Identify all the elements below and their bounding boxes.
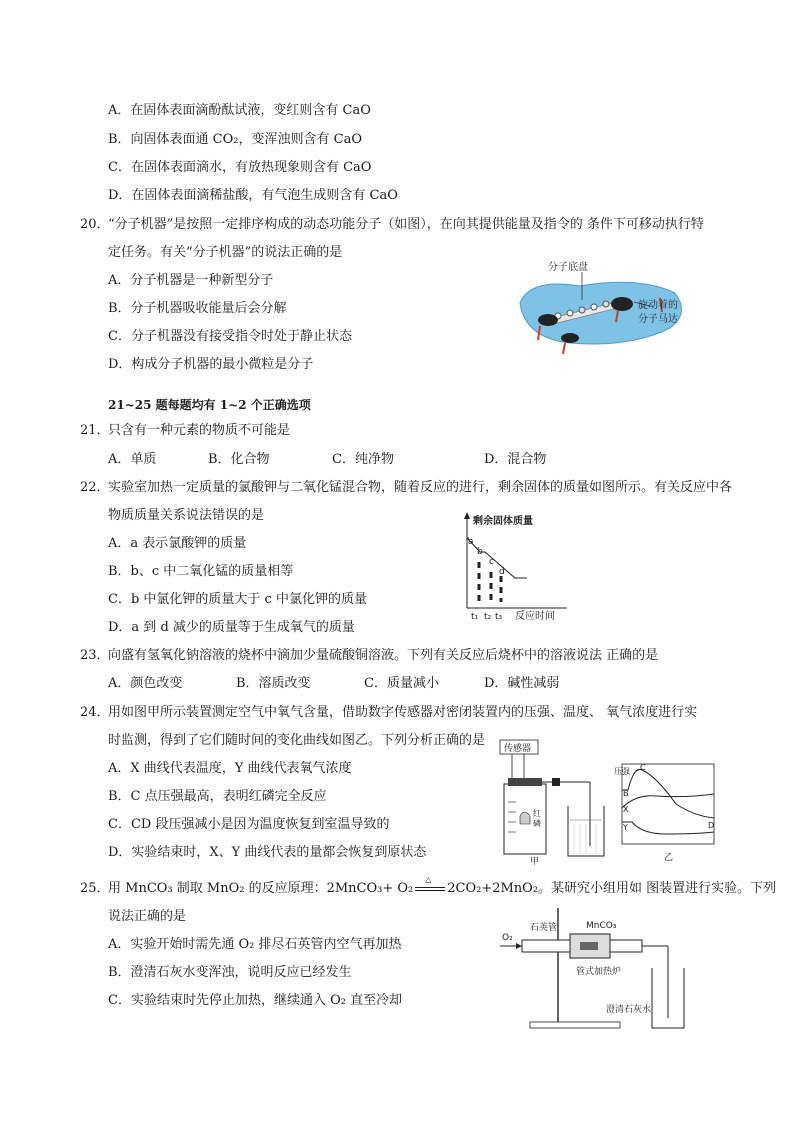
q24-sensor-label: 传感器 bbox=[504, 744, 532, 754]
q25-label-mnco3: MnCO₃ bbox=[586, 921, 617, 931]
molecular-machine-figure bbox=[510, 258, 700, 358]
q24-caption-jia: 甲 bbox=[530, 857, 540, 867]
q24-curve-label-c: C bbox=[640, 763, 646, 772]
q22-ylabel: 剩余固体质量 bbox=[473, 516, 533, 527]
q23-option-b: B．溶质改变 bbox=[236, 676, 311, 691]
q23-option-d: D．碱性减弱 bbox=[484, 676, 560, 691]
q24-curve-label-y: Y bbox=[623, 823, 628, 832]
q25-label-tube: 石英管 bbox=[530, 923, 558, 933]
q21-option-b: B．化合物 bbox=[208, 452, 270, 467]
q25-number: 25． bbox=[80, 881, 110, 896]
q24-caption-yi: 乙 bbox=[664, 853, 674, 863]
q25-option-c: C．实验结束时先停止加热，继续通入 O₂ 直至冷却 bbox=[108, 993, 403, 1008]
q25-equation-left: 用 MnCO₃ 制取 MnO₂ 的反应原理：2MnCO₃+ O₂ bbox=[108, 881, 414, 896]
q22-tick-t2: t₂ bbox=[484, 612, 492, 622]
q25-option-a: A．实验开始时需先通 O₂ 排尽石英管内空气再加热 bbox=[108, 937, 402, 952]
q19-option-a: A．在固体表面滴酚酞试液，变红则含有 CaO bbox=[108, 103, 371, 118]
q20-option-d: D．构成分子机器的最小微粒是分子 bbox=[108, 357, 314, 372]
q22-tick-t3: t₃ bbox=[495, 612, 503, 622]
q24-stem-line2: 时监测，得到了它们随时间的变化曲线如图乙。下列分析正确的是 bbox=[108, 733, 486, 748]
q24-curve-label-x: X bbox=[623, 805, 629, 814]
q24-graph-ylabel: 压强 bbox=[614, 767, 630, 776]
q21-option-d: D．混合物 bbox=[484, 452, 547, 467]
q22-tick-t1: t₁ bbox=[471, 612, 479, 622]
q24-phosphorus-label-2: 磷 bbox=[533, 819, 541, 828]
q22-number: 22． bbox=[80, 480, 110, 495]
q24-option-d: D．实验结束时，X、Y 曲线代表的量都会恢复到原状态 bbox=[108, 845, 427, 860]
q25-label-o2: O₂ bbox=[502, 933, 513, 943]
q24-number: 24． bbox=[80, 705, 110, 720]
section-note: 21~25 题每题均有 1~2 个正确选项 bbox=[108, 398, 311, 412]
q20-stem-line2: 定任务。有关“分子机器”的说法正确的是 bbox=[108, 245, 343, 260]
q21-stem: 只含有一种元素的物质不可能是 bbox=[108, 423, 291, 438]
q20-option-c: C．分子机器没有接受指令时处于静止状态 bbox=[108, 329, 352, 344]
q22-stem-line1: 实验室加热一定质量的氯酸钾与二氧化锰混合物，随着反应的进行，剩余固体的质量如图所示。有关反应中各 bbox=[108, 480, 733, 495]
q24-curve-label-d: D bbox=[708, 821, 715, 830]
q25-stem-line2: 说法正确的是 bbox=[108, 909, 187, 924]
q20-option-a: A．分子机器是一种新型分子 bbox=[108, 273, 274, 288]
q24-stem-line1: 用如图甲所示装置测定空气中氧气含量，借助数字传感器对密闭装置内的压强、温度、 氧气浓度进行实 bbox=[108, 705, 698, 720]
q22-mass-time-graph bbox=[455, 510, 575, 620]
q24-curve-label-b: B bbox=[623, 789, 629, 798]
q24-option-c: C．CD 段压强减小是因为温度恢复到室温导致的 bbox=[108, 817, 390, 832]
q22-xlabel: 反应时间 bbox=[515, 611, 555, 622]
q24-option-b: B．C 点压强最高，表明红磷完全反应 bbox=[108, 789, 327, 804]
q22-point-b: b bbox=[477, 547, 483, 557]
q21-number: 21． bbox=[80, 423, 110, 438]
q22-stem-line2: 物质质量关系说法错误的是 bbox=[108, 508, 265, 523]
q21-option-a: A．单质 bbox=[108, 452, 157, 467]
q25-label-limewater: 澄清石灰水 bbox=[606, 1005, 652, 1015]
q22-option-a: A．a 表示氯酸钾的质量 bbox=[108, 536, 247, 551]
q20-option-b: B．分子机器吸收能量后会分解 bbox=[108, 301, 287, 316]
q22-point-c: c bbox=[489, 557, 494, 567]
q20-number: 20． bbox=[80, 217, 110, 232]
q22-option-d: D．a 到 d 减少的质量等于生成氧气的质量 bbox=[108, 620, 355, 635]
q19-option-b: B．向固体表面通 CO₂，变浑浊则含有 CaO bbox=[108, 132, 362, 147]
heating-arrow-icon bbox=[413, 875, 447, 898]
q25-apparatus-figure bbox=[500, 908, 700, 1034]
q22-point-a: a bbox=[468, 537, 474, 547]
q25-stem-line1 bbox=[108, 875, 777, 898]
q24-phosphorus-label-1: 红 bbox=[533, 809, 541, 818]
q24-apparatus-figure bbox=[490, 736, 610, 867]
q21-option-c: C．纯净物 bbox=[332, 452, 394, 467]
q25-equation-right: 2CO₂+2MnO₂。某研究小组用如 图装置进行实验。下列 bbox=[447, 881, 777, 896]
q24-option-a: A．X 曲线代表温度，Y 曲线代表氧气浓度 bbox=[108, 761, 352, 776]
q24-curves-graph bbox=[616, 760, 720, 864]
fig-label-chassis: 分子底盘 bbox=[548, 262, 588, 273]
fig-label-motor-2: 分子马达 bbox=[638, 314, 678, 325]
q22-option-b: B．b、c 中二氧化锰的质量相等 bbox=[108, 564, 294, 579]
q25-label-furnace: 管式加热炉 bbox=[576, 967, 622, 977]
q23-number: 23． bbox=[80, 648, 110, 663]
fig-label-motor-1: 旋动着的 bbox=[638, 300, 678, 311]
q22-point-d: d bbox=[499, 567, 505, 577]
q23-option-c: C．质量减小 bbox=[364, 676, 439, 691]
q23-option-a: A．颜色改变 bbox=[108, 676, 183, 691]
q19-option-d: D．在固体表面滴稀盐酸，有气泡生成则含有 CaO bbox=[108, 188, 398, 203]
heat-symbol: △ bbox=[425, 875, 432, 884]
q19-option-c: C．在固体表面滴水，有放热现象则含有 CaO bbox=[108, 160, 372, 175]
clamp-icon bbox=[552, 778, 560, 786]
q25-option-b: B．澄清石灰水变浑浊，说明反应已经发生 bbox=[108, 965, 352, 980]
q22-option-c: C．b 中氯化钾的质量大于 c 中氯化钾的质量 bbox=[108, 592, 367, 607]
q23-stem: 向盛有氢氧化钠溶液的烧杯中滴加少量硫酸铜溶液。下列有关反应后烧杯中的溶液说法 正确的是 bbox=[108, 648, 659, 663]
q20-stem-line1: “分子机器”是按照一定排序构成的动态功能分子（如图），在向其提供能量及指令的 条件下可移动执行特 bbox=[108, 217, 704, 232]
